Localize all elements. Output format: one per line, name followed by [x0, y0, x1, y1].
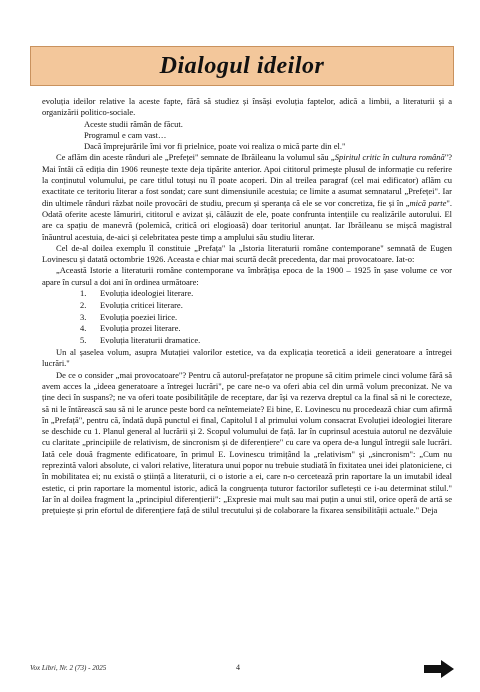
- quote-line: Aceste studii rămân de făcut.: [84, 118, 183, 129]
- paragraph: Ce aflăm din aceste rânduri ale „Prefeței" semnate de Ibrăileanu la volumul său „Spiritul critic în cultura română"? Mai întâi că ediția din 1906 reunește texte deja tipărite anterior. Apoi cititorul primește plusul de informație cu referire la conținutul volumului, pe care titlul totuși nu îl poate acoperi. Din al treilea paragraf (cel mai edificator) aflăm cu exactitate ce teritoriu literar a fost sondat; care sunt dimensiunile acestuia; ce limite a asumat semnatarul „Prefeței". Iar din ultimele rânduri răzbat noile provocări de studiu, precum și speranța că ele se vor concretiza, fie și în „mică parte". Odată oferite aceste lămuriri, cititorul e avizat și, călăuzit de ele, poate confrunta intențiile cu realizările autorului. El are ca spațiu de manevră (polemică, critică ori elogioasă) doar teritoriul anunțat. Iar Ibrăileanu se mișcă magistral înăuntrul acestuia, de-aici și celebritatea peste timp a amplului său studiu literar.: [42, 152, 453, 242]
- page-number: 4: [236, 663, 240, 672]
- section-header: [30, 46, 454, 86]
- paragraph: „Această Istorie a literaturii române contemporane va îmbrățișa epoca de la 1900 – 1925 în șase volume ce vor apare în cursul a doi ani în ordinea următoare:: [42, 265, 452, 287]
- list-item: 1. Evoluția ideologiei literare.: [80, 288, 194, 299]
- paragraph: De ce o consider „mai provocatoare"? Pentru că autorul-prefațator ne propune să citim primele cinci volume fără să avem acces la „ideea generatoare a întregei lucrări", pe care ne-o va oferi abia cel din urmă volum preconizat. Ne va ține deci în suspans?; ne va oferi toate posibilitățile de receptare, dar își va rezerva dreptul ca la final să ni le corecteze, să ni le întărească sau să ni le arunce peste bord ca neîntemeiate? Ei bine, E. Lovinescu nu procedează chiar cum afirmă în „Prefață", pentru că, îndată după punctul ei final, Capitolul I al primului volum consacrat Evoluției ideologiei literare se deschide cu 1. Planul general al lucrării și 2. Scopul volumului de față. Iar în cuprinsul acestuia autorul ne dezvăluie cu claritate „principiile de relativism, de sincronism și de diferențiere" cu care va opera de-a lungul întregii sale lucrări. Iată cele două fragmente edificatoare, în primul E. Lovinescu trimițând la „relativism" și „sincronism": „Cum nu reprezintă valori absolute, ci valori relative, literatura unui popor nu trebuie studiată în fixitatea unei idei platoniciene, ci în mobilitatea ei; nu există o știință a literaturii, ci o istorie a ei, care n-o cercetează prin raportare la un imutabil ideal estetic, ci prin raportare la momentul istoric, adică la congruența tuturor factorilor sufletești ce i-au determinat stilul." Iar în al doilea fragment la „principiul diferențierii": „Expresie mai mult sau mai puțin a unui stil, orice operă de artă se prețuiește și prin efortul de diferențiere față de stilul trecutului și de colaborare la fixarea sensibilității actuale." Deja: [42, 369, 452, 516]
- list-item: 3. Evoluția poeziei lirice.: [80, 311, 178, 322]
- paragraph: Un al șaselea volum, asupra Mutației valorilor estetice, va da explicația teoretică a ideii generatoare a întregei lucrări.": [42, 347, 452, 369]
- arrow-right-icon[interactable]: [424, 660, 454, 678]
- paragraph: evoluția ideilor relative la aceste fapte, fără să studiez și însăși evoluția faptelor, adică a limbii, a literaturii și a organizării politico-sociale.: [42, 96, 452, 118]
- emphasis: mică parte: [409, 197, 447, 208]
- journal-reference: Vox Libri, Nr. 2 (73) - 2025: [30, 664, 107, 672]
- quote-line: Dacă împrejurările îmi vor fi prielnice, poate voi realiza o mică parte din el.": [84, 141, 346, 152]
- page-footer: [30, 664, 454, 676]
- quote-line: Programul e cam vast…: [84, 129, 167, 140]
- list-item: 4. Evoluția prozei literare.: [80, 323, 181, 334]
- book-title: Spiritul critic în cultura română: [334, 152, 445, 163]
- list-item: 5. Evoluția literaturii dramatice.: [80, 335, 201, 346]
- list-item: 2. Evoluția criticei literare.: [80, 299, 183, 310]
- article-body: [42, 96, 452, 516]
- paragraph: Cel de-al doilea exemplu îl constituie „Prefața" la „Istoria literaturii române contemporane" semnată de Eugen Lovinescu și datată octombrie 1926. Aceasta e chiar mai scurtă decât precedenta, dar mai provocatoare. Iat-o:: [42, 242, 452, 265]
- volume-list: [42, 288, 452, 347]
- section-title: Dialogul ideilor: [159, 52, 325, 79]
